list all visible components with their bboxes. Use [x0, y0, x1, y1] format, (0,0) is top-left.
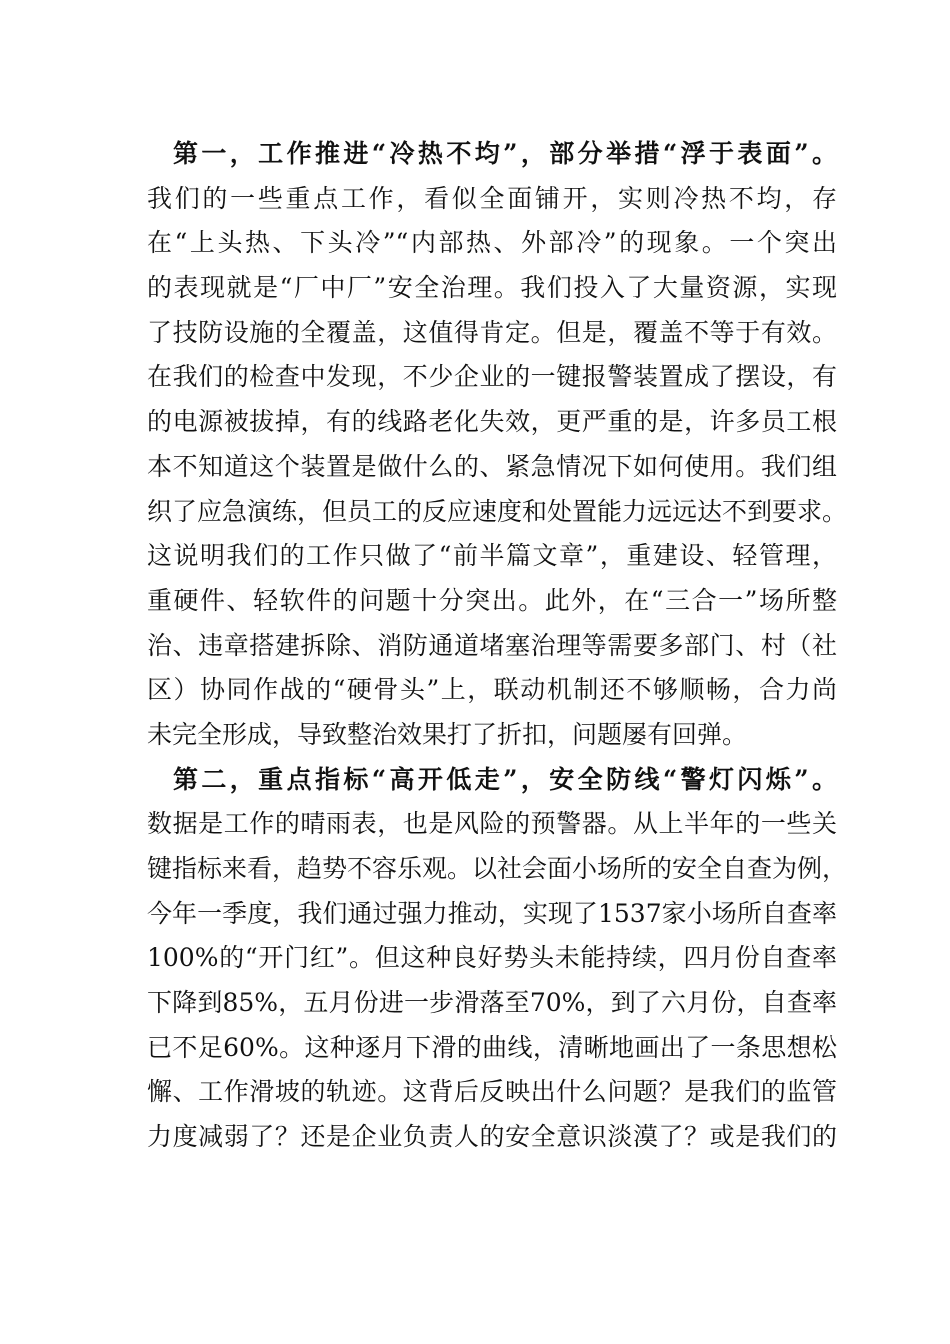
text-line: 的电源被拔掉，有的线路老化失效，更严重的是，许多员工根	[147, 407, 837, 437]
text-line: 区）协同作战的“硬骨头”上，联动机制还不够顺畅，合力尚	[147, 675, 837, 705]
text-line: 已不足60%。这种逐月下滑的曲线，清晰地画出了一条思想松	[147, 1032, 837, 1062]
text-line: 键指标来看，趋势不容乐观。以社会面小场所的安全自查为例，	[147, 854, 848, 883]
text-line: 在“上头热、下头冷”“内部热、外部冷”的现象。一个突出	[147, 228, 837, 258]
text-line: 的表现就是“厂中厂”安全治理。我们投入了大量资源，实现	[147, 273, 837, 303]
text-line: 今年一季度，我们通过强力推动，实现了1537家小场所自查率	[147, 898, 837, 928]
paragraph-heading-2: 第二，重点指标“高开低走”，安全防线“警灯闪烁”。	[173, 764, 837, 794]
text-line: 未完全形成，导致整治效果打了折扣，问题屡有回弹。	[147, 719, 748, 749]
text-line: 本不知道这个装置是做什么的、紧急情况下如何使用。我们组	[147, 451, 837, 481]
text-line: 力度减弱了？还是企业负责人的安全意识淡漠了？或是我们的	[147, 1122, 837, 1152]
text-line: 下降到85%，五月份进一步滑落至70%，到了六月份，自查率	[147, 988, 837, 1018]
paragraph-1	[147, 132, 848, 758]
text-line: 在我们的检查中发现，不少企业的一键报警装置成了摆设，有	[147, 362, 837, 392]
text-line: 懈、工作滑坡的轨迹。这背后反映出什么问题？是我们的监管	[147, 1077, 837, 1107]
document-body	[147, 132, 848, 1160]
text-line: 100%的“开门红”。但这种良好势头未能持续，四月份自查率	[147, 943, 837, 973]
text-line: 了技防设施的全覆盖，这值得肯定。但是，覆盖不等于有效。	[147, 317, 837, 347]
text-line: 重硬件、轻软件的问题十分突出。此外，在“三合一”场所整	[147, 585, 837, 615]
text-line: 这说明我们的工作只做了“前半篇文章”，重建设、轻管理，	[147, 541, 837, 571]
text-line: 治、违章搭建拆除、消防通道堵塞治理等需要多部门、村（社	[147, 630, 837, 660]
text-line: 我们的一些重点工作，看似全面铺开，实则冷热不均，存	[147, 183, 837, 213]
paragraph-heading-1: 第一，工作推进“冷热不均”，部分举措“浮于表面”。	[173, 139, 837, 168]
text-line: 数据是工作的晴雨表，也是风险的预警器。从上半年的一些关	[147, 809, 837, 839]
text-line: 织了应急演练，但员工的反应速度和处置能力远远达不到要求。	[147, 496, 848, 526]
paragraph-2	[147, 758, 848, 1160]
